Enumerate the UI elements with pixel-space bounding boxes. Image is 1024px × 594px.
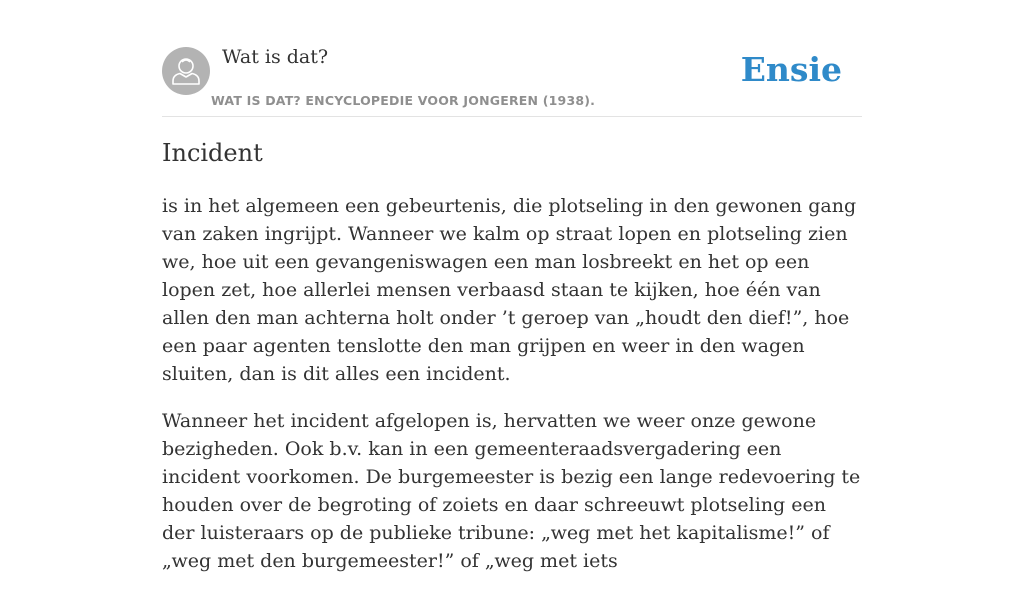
body-paragraph: Wanneer het incident afgelopen is, hervatten we weer onze gewone bezigheden. Ook b.v. kan in een gemeenteraadsvergadering een incident voorkomen. De burgemeester is bezig een lange redevoering te houden over de begroting of zoiets en daar schreeuwt plotseling een der luisteraars op de publieke tribune: „weg met het kapitalisme!” of „weg met den burgemeester!” of „weg met iets bbox=[162, 410, 861, 572]
entry-body bbox=[162, 192, 862, 594]
user-icon bbox=[162, 47, 210, 95]
body-paragraph: is in het algemeen een gebeurtenis, die plotseling in den gewonen gang van zaken ingrijpt. Wanneer we kalm op straat lopen en plotseling zien we, hoe uit een gevangeniswagen een man losbreekt en het op een lopen zet, hoe allerlei mensen verbaasd staan te kijken, hoe één van allen den man achterna holt onder ’t geroep van „houdt den dief!”, hoe een paar agenten tenslotte den man grijpen en weer in den wagen sluiten, dan is dit alles een incident. bbox=[162, 195, 857, 385]
source-subtitle: WAT IS DAT? ENCYCLOPEDIE VOOR JONGEREN (1938). bbox=[211, 93, 596, 108]
avatar[interactable] bbox=[162, 47, 210, 95]
page-title: Incident bbox=[162, 139, 263, 167]
source-header bbox=[162, 0, 862, 117]
brand-logo[interactable]: Ensie bbox=[740, 50, 842, 89]
source-title[interactable]: Wat is dat? bbox=[222, 46, 329, 68]
entry-page bbox=[162, 0, 862, 572]
